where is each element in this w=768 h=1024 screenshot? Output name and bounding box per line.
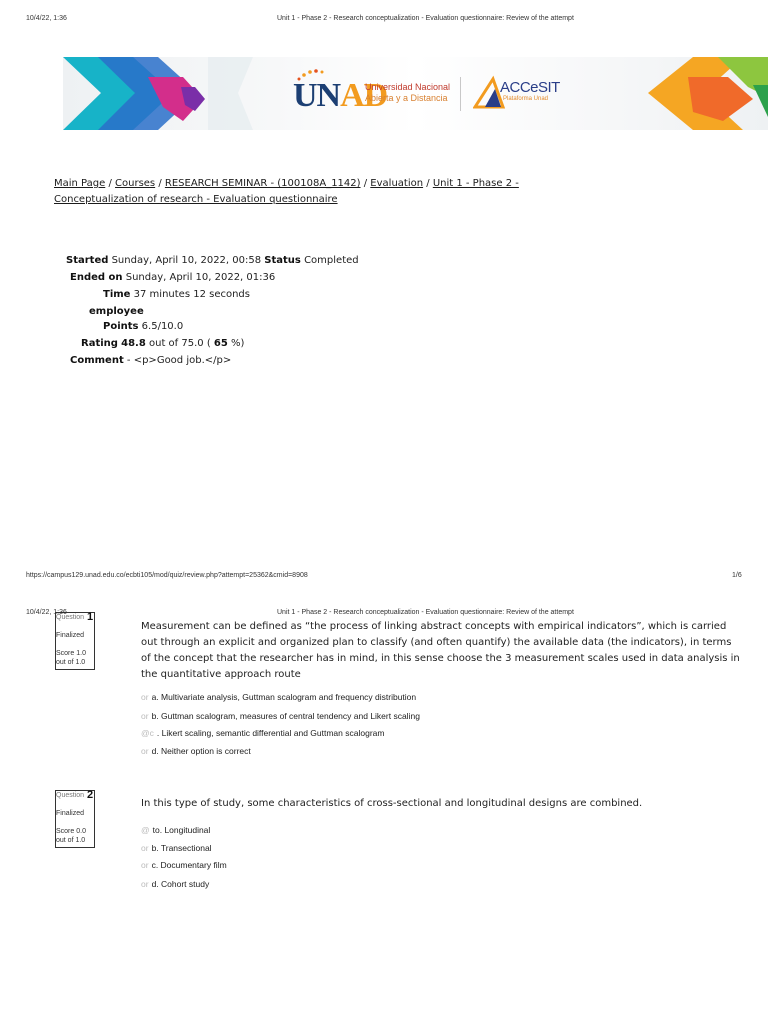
question-text-2: In this type of study, some characteristics of cross-sectional and longitudinal designs are combined.: [141, 798, 643, 809]
answer-option[interactable]: or a. Multivariate analysis, Guttman scalogram and frequency distribution: [141, 692, 417, 702]
radio-icon: or: [141, 711, 149, 721]
summary-time: Time 37 minutes 12 seconds: [103, 289, 250, 300]
breadcrumb-evaluation[interactable]: Evaluation: [370, 178, 424, 189]
summary-ended: Ended on Sunday, April 10, 2022, 01:36: [70, 272, 276, 283]
breadcrumb: Main Page / Courses / RESEARCH SEMINAR - (100108A_1142) / Evaluation / Unit 1 - Phase 2 - Conceptualization of research - Evaluation questionnaire: [54, 178, 519, 205]
answer-option[interactable]: or b. Transectional: [141, 843, 212, 853]
summary-comment: Comment - <p>Good job.</p>: [70, 355, 232, 366]
radio-icon: or: [141, 879, 149, 889]
radio-icon: or: [141, 843, 149, 853]
answer-option[interactable]: or b. Guttman scalogram, measures of central tendency and Likert scaling: [141, 711, 420, 721]
radio-icon: or: [141, 746, 149, 756]
answer-option[interactable]: @ to. Longitudinal: [141, 825, 211, 835]
print-datetime: 10/4/22, 1:36: [26, 15, 67, 22]
print-datetime-page2: 10/4/22, 1:36: [26, 609, 67, 616]
answer-option[interactable]: @c . Likert scaling, semantic differential and Guttman scalogram: [141, 728, 385, 738]
breadcrumb-course[interactable]: RESEARCH SEMINAR - (100108A_1142): [164, 178, 361, 189]
radio-icon: or: [141, 692, 149, 702]
summary-rating: Rating 48.8 out of 75.0 ( 65 %): [81, 338, 245, 349]
accesit-subtitle: Plataforma Unad: [503, 96, 549, 102]
university-name: Universidad Nacional Abierta y a Distancia: [365, 82, 451, 103]
question-text-1: Measurement can be defined as “the process of linking abstract concepts with empirical indicators”, which is carried out through an explicit and organized plan to classify (and often quantify) the available data (the indicators), in terms of the concept that the researcher has in mind, in this sense choose the 3 measurement scales used in data analysis in the quantitative approach route: [141, 621, 740, 680]
print-url: https://campus129.unad.edu.co/ecbti105/mod/quiz/review.php?attempt=25362&cmid=8908: [26, 572, 308, 579]
unad-logo: UNAD: [293, 77, 388, 114]
print-page-number: 1/6: [732, 572, 742, 579]
question-number: 2: [87, 789, 94, 801]
accesit-title: ACCeSIT: [500, 79, 560, 96]
question-info-2: Question 2 Finalized Score 0.0 out of 1.0: [55, 790, 95, 848]
question-info-1: Question 1 Finalized Score 1.0 out of 1.0: [55, 612, 95, 670]
breadcrumb-courses[interactable]: Courses: [115, 178, 156, 189]
answer-option[interactable]: or d. Cohort study: [141, 879, 210, 889]
summary-points: Points 6.5/10.0: [103, 321, 184, 332]
print-title: Unit 1 - Phase 2 - Research conceptualization - Evaluation questionnaire: Review of the attempt: [277, 15, 574, 22]
header-banner: [63, 57, 768, 130]
answer-option[interactable]: or c. Documentary film: [141, 860, 227, 870]
breadcrumb-activity[interactable]: Unit 1 - Phase 2 - Conceptualization of research - Evaluation questionnaire: [54, 178, 519, 205]
question-number: 1: [87, 611, 94, 623]
logo-divider: [460, 77, 461, 111]
summary-started: Started Sunday, April 10, 2022, 00:58 Status Completed: [66, 255, 359, 266]
answer-option[interactable]: or d. Neither option is correct: [141, 746, 251, 756]
summary-employee: employee: [89, 306, 144, 317]
print-title-page2: Unit 1 - Phase 2 - Research conceptualization - Evaluation questionnaire: Review of the attempt: [277, 609, 574, 616]
radio-icon: or: [141, 860, 149, 870]
breadcrumb-main-page[interactable]: Main Page: [54, 178, 106, 189]
radio-icon: @: [141, 825, 150, 835]
radio-icon: @c: [141, 728, 154, 738]
